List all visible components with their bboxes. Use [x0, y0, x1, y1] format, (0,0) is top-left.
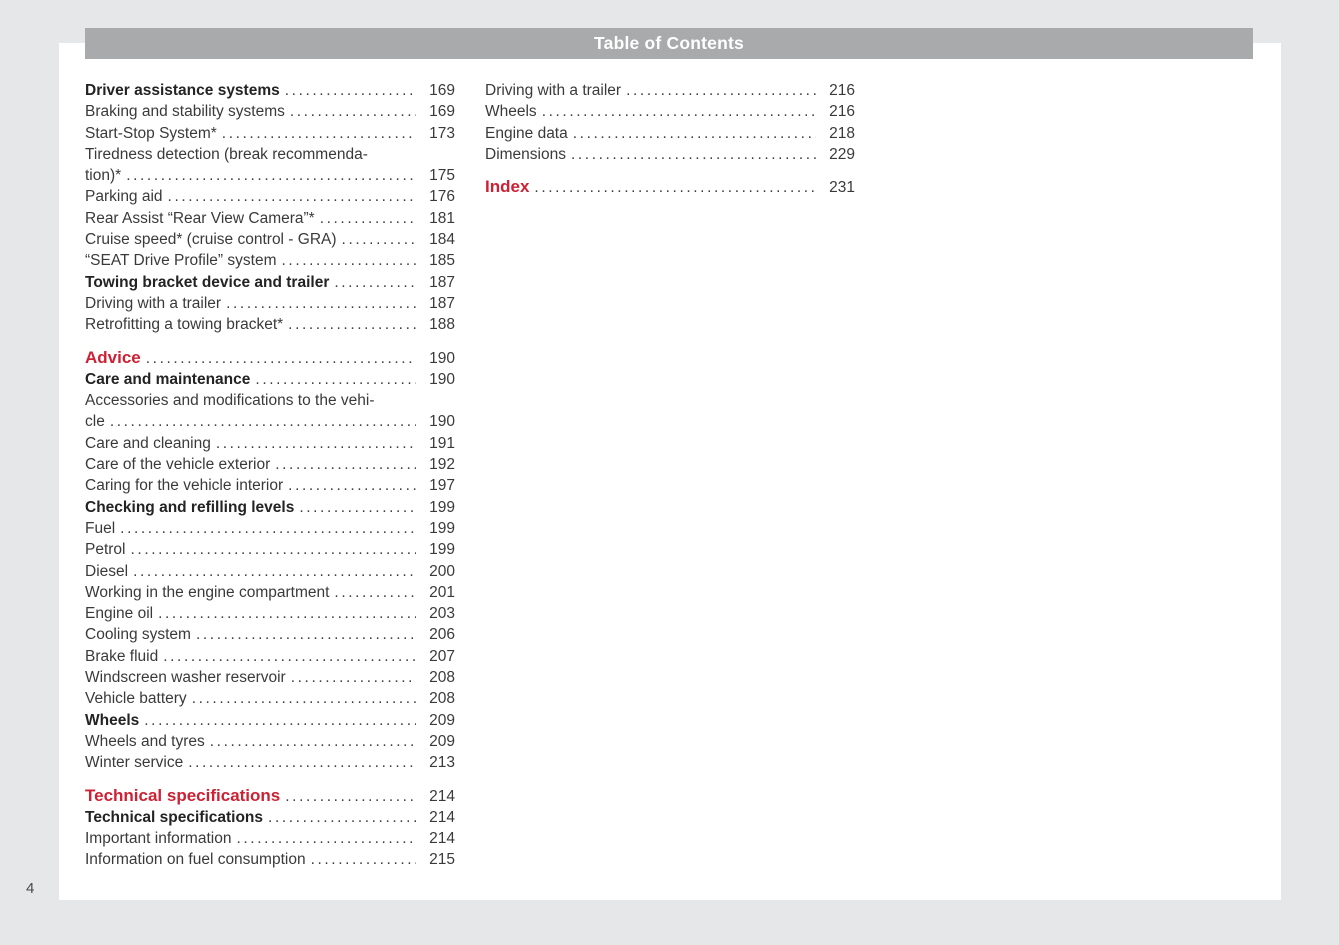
toc-entry-label: Working in the engine compartment — [85, 583, 330, 601]
toc-entry-page: 216 — [829, 103, 855, 121]
toc-entry-page: 176 — [429, 188, 455, 206]
toc-entry-label: Wheels and tyres — [85, 732, 205, 750]
toc-entry — [85, 369, 455, 390]
toc-entry — [485, 144, 855, 165]
toc-leader-dots — [168, 186, 416, 207]
toc-entry-label: Driving with a trailer — [85, 294, 222, 312]
toc-entry-page: 181 — [429, 209, 455, 227]
toc-entry-label: Care and cleaning — [85, 434, 211, 452]
toc-entry — [485, 80, 855, 101]
toc-entry — [85, 807, 455, 828]
toc-leader-dots — [192, 688, 416, 709]
toc-entry-label: Parking aid — [85, 188, 163, 206]
toc-entry-line — [485, 144, 855, 165]
toc-entry-page: 216 — [829, 82, 855, 99]
toc-entry-label: Rear Assist “Rear View Camera”* — [85, 209, 315, 227]
toc-entry-line — [85, 497, 455, 518]
toc-entry — [85, 293, 455, 314]
page-title: Table of Contents — [594, 33, 744, 53]
toc-entry — [85, 390, 455, 433]
toc-leader-dots — [236, 828, 416, 849]
toc-entry — [85, 539, 455, 560]
toc-entry-line — [85, 229, 455, 250]
toc-leader-dots — [110, 411, 416, 432]
toc-entry-page: 209 — [429, 711, 455, 729]
toc-entry-page: 191 — [429, 434, 455, 452]
toc-entry-label-wrap: Tiredness detection (break recommenda- — [85, 145, 368, 163]
toc-entry-page: 190 — [429, 349, 455, 367]
toc-entry — [85, 101, 455, 122]
toc-leader-dots — [226, 293, 416, 314]
toc-entry — [485, 176, 855, 198]
toc-leader-dots — [542, 101, 816, 122]
toc-leader-dots — [196, 624, 416, 645]
toc-entry — [85, 144, 455, 187]
toc-leader-dots — [133, 561, 416, 582]
toc-entry-label: Advice — [85, 347, 141, 367]
toc-entry — [85, 123, 455, 144]
toc-entry-page: 187 — [429, 273, 455, 291]
toc-entry — [85, 229, 455, 250]
toc-entry-page: 199 — [429, 498, 455, 516]
toc-entry-label: cle — [85, 413, 105, 431]
toc-entry-label: Driving with a trailer — [485, 82, 622, 99]
toc-entry-line — [85, 710, 455, 731]
toc-entry-page: 208 — [429, 669, 455, 687]
toc-entry-line — [85, 272, 455, 293]
toc-leader-dots — [282, 250, 417, 271]
toc-entry — [85, 688, 455, 709]
toc-entry-page: 188 — [429, 316, 455, 334]
toc-entry-page: 199 — [429, 519, 455, 537]
toc-entry-line — [485, 176, 855, 198]
toc-entry-label: Wheels — [485, 103, 537, 121]
toc-entry-line — [85, 561, 455, 582]
toc-entry-page: 192 — [429, 456, 455, 474]
toc-entry-label: Cruise speed* (cruise control - GRA) — [85, 231, 337, 249]
toc-leader-dots — [285, 786, 416, 807]
toc-entry — [85, 828, 455, 849]
toc-entry-line — [485, 123, 855, 144]
toc-entry-label: Fuel — [85, 519, 116, 537]
toc-entry-label: Care and maintenance — [85, 370, 251, 388]
toc-entry-label-wrap: Accessories and modifications to the vehi- — [85, 392, 375, 410]
toc-entry-page: 213 — [429, 754, 455, 772]
page-number: 4 — [26, 880, 35, 897]
toc-leader-dots — [285, 80, 416, 101]
toc-entry-line — [85, 624, 455, 645]
toc-entry-page: 208 — [429, 690, 455, 708]
toc-leader-dots — [290, 101, 416, 122]
toc-entry-label: Cooling system — [85, 626, 191, 644]
toc-entry-page: 190 — [429, 370, 455, 388]
toc-entry-line — [85, 807, 455, 828]
toc-leader-dots — [534, 177, 816, 198]
toc-entry-page: 173 — [429, 124, 455, 142]
toc-leader-dots — [288, 314, 416, 335]
toc-entry-page: 185 — [429, 252, 455, 270]
toc-column-right — [485, 80, 855, 871]
toc-leader-dots — [188, 752, 416, 773]
toc-entry-label: Important information — [85, 830, 232, 848]
toc-entry — [85, 80, 455, 101]
toc-leader-dots — [268, 807, 416, 828]
toc-leader-dots — [210, 731, 416, 752]
toc-entry-label: Technical specifications — [85, 808, 264, 826]
toc-leader-dots — [334, 582, 416, 603]
toc-entry-line — [85, 539, 455, 560]
toc-entry-line — [85, 849, 455, 870]
toc-entry-line — [85, 101, 455, 122]
toc-entry-line — [85, 582, 455, 603]
toc-entry-line — [85, 828, 455, 849]
toc-entry — [85, 518, 455, 539]
toc-leader-dots — [342, 229, 416, 250]
toc-entry-line — [85, 731, 455, 752]
toc-entry — [85, 752, 455, 773]
toc-entry-label: Dimensions — [485, 145, 566, 163]
toc-entry-label: Checking and refilling levels — [85, 498, 295, 516]
toc-entry-page: 175 — [429, 167, 455, 185]
toc-leader-dots — [163, 646, 416, 667]
toc-entry-label: tion)* — [85, 167, 122, 185]
toc-entry-label: Driver assistance systems — [85, 82, 280, 99]
toc-entry-label: Start-Stop System* — [85, 124, 217, 142]
toc-entry-page: 169 — [429, 103, 455, 121]
toc-leader-dots — [126, 165, 416, 186]
toc-entry — [85, 785, 455, 807]
toc-entry-page: 190 — [429, 413, 455, 431]
toc-entry-label: Towing bracket device and trailer — [85, 273, 330, 291]
toc-entry-line — [85, 688, 455, 709]
toc-leader-dots — [216, 433, 416, 454]
toc-entry-page: 231 — [829, 179, 855, 197]
toc-entry-page: 214 — [429, 830, 455, 848]
toc-entry-page: 215 — [429, 851, 455, 869]
toc-entry — [85, 731, 455, 752]
toc-entry — [85, 561, 455, 582]
toc-entry — [85, 582, 455, 603]
toc-entry-page: 218 — [829, 124, 855, 142]
toc-leader-dots — [320, 208, 416, 229]
toc-entry-label: Brake fluid — [85, 647, 159, 665]
toc-entry — [485, 101, 855, 122]
toc-entry-page: 169 — [429, 82, 455, 99]
toc-columns — [85, 80, 855, 871]
toc-entry-page: 207 — [429, 647, 455, 665]
toc-entry-page: 203 — [429, 605, 455, 623]
toc-entry-line — [85, 454, 455, 475]
toc-leader-dots — [299, 497, 416, 518]
toc-entry-page: 209 — [429, 732, 455, 750]
toc-entry-page: 214 — [429, 808, 455, 826]
toc-entry — [85, 646, 455, 667]
toc-entry-line — [85, 603, 455, 624]
toc-entry-line — [85, 293, 455, 314]
toc-entry — [85, 710, 455, 731]
toc-leader-dots — [288, 475, 416, 496]
toc-leader-dots — [131, 539, 417, 560]
toc-entry-line — [85, 433, 455, 454]
toc-leader-dots — [146, 348, 416, 369]
toc-entry-line — [85, 518, 455, 539]
toc-entry — [85, 454, 455, 475]
toc-entry-label: Engine oil — [85, 605, 154, 623]
toc-entry — [85, 849, 455, 870]
toc-entry-label: Care of the vehicle exterior — [85, 456, 271, 474]
toc-entry — [485, 123, 855, 144]
toc-entry-line — [485, 80, 855, 101]
toc-entry-label: Caring for the vehicle interior — [85, 477, 284, 495]
toc-entry-label: Engine data — [485, 124, 568, 142]
toc-entry — [85, 186, 455, 207]
toc-leader-dots — [120, 518, 416, 539]
toc-entry-line — [85, 411, 455, 432]
toc-entry-label: Winter service — [85, 754, 184, 772]
toc-entry — [85, 667, 455, 688]
toc-entry-line — [85, 369, 455, 390]
toc-entry-line — [85, 80, 455, 101]
toc-entry-page: 214 — [429, 787, 455, 805]
toc-leader-dots — [291, 667, 416, 688]
toc-leader-dots — [144, 710, 416, 731]
toc-entry — [85, 347, 455, 369]
toc-leader-dots — [626, 80, 816, 101]
toc-entry-label: Vehicle battery — [85, 690, 187, 708]
toc-leader-dots — [573, 123, 816, 144]
toc-leader-dots — [334, 272, 416, 293]
toc-entry-line — [85, 475, 455, 496]
toc-leader-dots — [571, 144, 816, 165]
toc-column-left — [85, 80, 455, 871]
toc-entry-label: Windscreen washer reservoir — [85, 669, 286, 687]
toc-entry-line — [85, 250, 455, 271]
toc-entry-page: 199 — [429, 541, 455, 559]
toc-leader-dots — [255, 369, 416, 390]
toc-entry-page: 206 — [429, 626, 455, 644]
toc-entry — [85, 497, 455, 518]
toc-leader-dots — [311, 849, 416, 870]
toc-entry-line — [85, 123, 455, 144]
toc-leader-dots — [158, 603, 416, 624]
toc-entry-label: Wheels — [85, 711, 140, 729]
toc-entry-label: Diesel — [85, 562, 129, 580]
toc-entry-line — [85, 347, 455, 369]
toc-entry-line — [85, 186, 455, 207]
toc-entry-line — [85, 646, 455, 667]
toc-entry-label: Technical specifications — [85, 785, 281, 805]
toc-entry-page: 187 — [429, 294, 455, 312]
toc-entry-line — [85, 785, 455, 807]
toc-entry — [85, 272, 455, 293]
toc-entry-label: Retrofitting a towing bracket* — [85, 316, 284, 334]
toc-entry — [85, 603, 455, 624]
toc-entry-label: Information on fuel consumption — [85, 851, 306, 869]
toc-entry-page: 201 — [429, 583, 455, 601]
toc-entry — [85, 208, 455, 229]
toc-leader-dots — [222, 123, 416, 144]
toc-entry-line — [85, 752, 455, 773]
toc-entry-label: Petrol — [85, 541, 126, 559]
toc-entry-page: 184 — [429, 231, 455, 249]
toc-entry-line — [85, 314, 455, 335]
toc-entry-label: “SEAT Drive Profile” system — [85, 252, 277, 270]
toc-header-bar — [85, 28, 1253, 59]
toc-leader-dots — [275, 454, 416, 475]
toc-entry-line — [85, 165, 455, 186]
toc-entry-label: Index — [485, 177, 530, 197]
toc-entry-line — [485, 101, 855, 122]
toc-entry-line — [85, 208, 455, 229]
toc-entry-line — [85, 667, 455, 688]
toc-entry-page: 197 — [429, 477, 455, 495]
toc-entry-page: 229 — [829, 145, 855, 163]
toc-entry-label: Braking and stability systems — [85, 103, 285, 121]
toc-entry — [85, 250, 455, 271]
toc-entry — [85, 624, 455, 645]
toc-entry — [85, 433, 455, 454]
toc-entry-page: 200 — [429, 562, 455, 580]
toc-entry — [85, 475, 455, 496]
toc-entry — [85, 314, 455, 335]
